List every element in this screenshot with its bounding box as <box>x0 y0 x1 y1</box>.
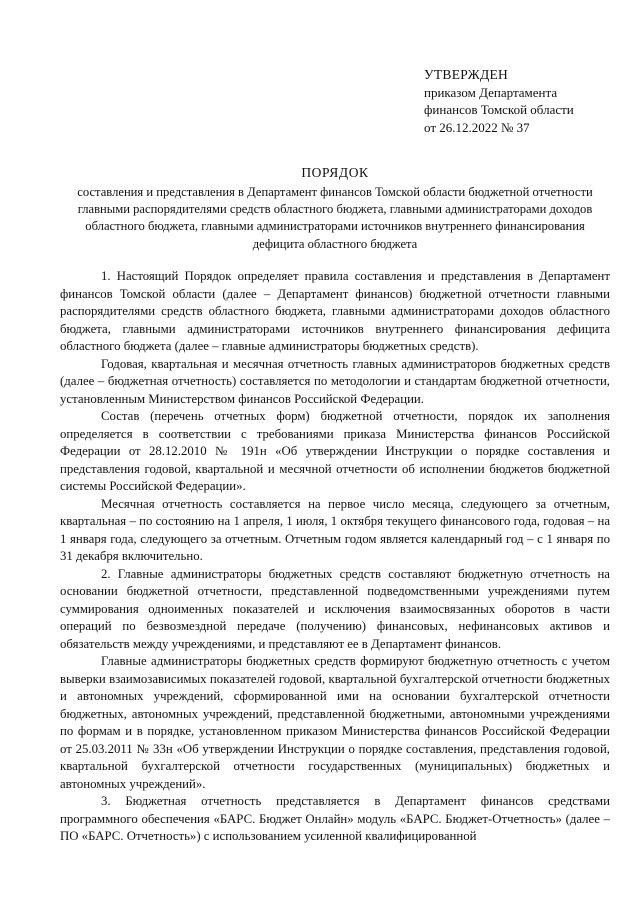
paragraph: Главные администраторы бюджетных средств формируют бюджетную отчетность с учетом выверки взаимозависимых показателей годовой, квартальной бухгалтерской отчетности бюджетных и автономных учреждений, сформированной ими на основании бухгалтерской отчетности бюджетных, автономных учреждений, представленной бюджетными, автономными учреждениями по формам и в порядке, установленном приказом Министерства финансов Российской Федерации от 25.03.2011 № 33н «Об утверждении Инструкции о порядке составления, представления годовой, квартальной бухгалтерской отчетности государственных (муниципальных) бюджетных и автономных учреждений». <box>60 654 610 791</box>
paragraph: Состав (перечень отчетных форм) бюджетной отчетности, порядок их заполнения определяется в соответствии с требованиями приказа Министерства финансов Российской Федерации от 28.12.2010 № 191н «Об утверждении Инструкции о порядке составления и представления годовой, квартальной и месячной отчетности об исполнении бюджетов бюджетной системы Российской Федерации». <box>60 409 610 493</box>
approval-heading: УТВЕРЖДЕН <box>424 67 509 82</box>
document-subtitle: составления и представления в Департамент финансов Томской области бюджетной отчетности главными распорядителями средств областного бюджета, главными администраторами доходов областного бюджета, главными администраторами источников внутреннего финансирования дефицита областного бюджета <box>77 185 593 251</box>
paragraph: 1. Настоящий Порядок определяет правила составления и представления в Департамент финансов Томской области (далее – Департамент финансов) бюджетной отчетности главными распорядителями средств областного бюджета, главными администраторами доходов областного бюджета, главными администраторами источников внутреннего финансирования дефицита областного бюджета (далее – главные администраторы бюджетных средств). <box>60 269 610 353</box>
paragraph: 3. Бюджетная отчетность представляется в Департамент финансов средствами программного обеспечения «БАРС. Бюджет Онлайн» модуль «БАРС. Бюджет-Отчетность» (далее – ПО «БАРС. Отчетность») с использованием усиленной квалифицированной <box>60 794 610 843</box>
paragraph: Месячная отчетность составляется на первое число месяца, следующего за отчетным, квартальная – по состоянию на 1 апреля, 1 июля, 1 октября текущего финансового года, годовая – на 1 января года, следующего за отчетным. Отчетным годом является календарный год – с 1 января по 31 декабря включительно. <box>60 496 610 563</box>
paragraph: 2. Главные администраторы бюджетных средств составляют бюджетную отчетность на основании бюджетной отчетности, представленной подведомственными учреждениями путем суммирования одноименных показателей и исключения взаимосвязанных оборотов в части операций по безвозмездной передаче (получению) финансовых, нефинансовых активов и обязательств между учреждениями, и представляют ее в Департамент финансов. <box>60 566 610 651</box>
paragraph: Годовая, квартальная и месячная отчетность главных администраторов бюджетных средств (далее – бюджетная отчетность) составляется по методологии и стандартам бюджетной отчетности, установленным Министерством финансов Российской Федерации. <box>60 356 610 406</box>
document-title-block <box>60 164 610 253</box>
document-title: ПОРЯДОК <box>301 165 369 180</box>
approval-line: финансов Томской области <box>424 102 574 117</box>
approval-date-number: от 26.12.2022 № 37 <box>424 119 530 135</box>
approval-line: приказом Департамента <box>424 84 558 100</box>
document-body <box>60 268 610 846</box>
approval-stamp <box>424 66 624 136</box>
